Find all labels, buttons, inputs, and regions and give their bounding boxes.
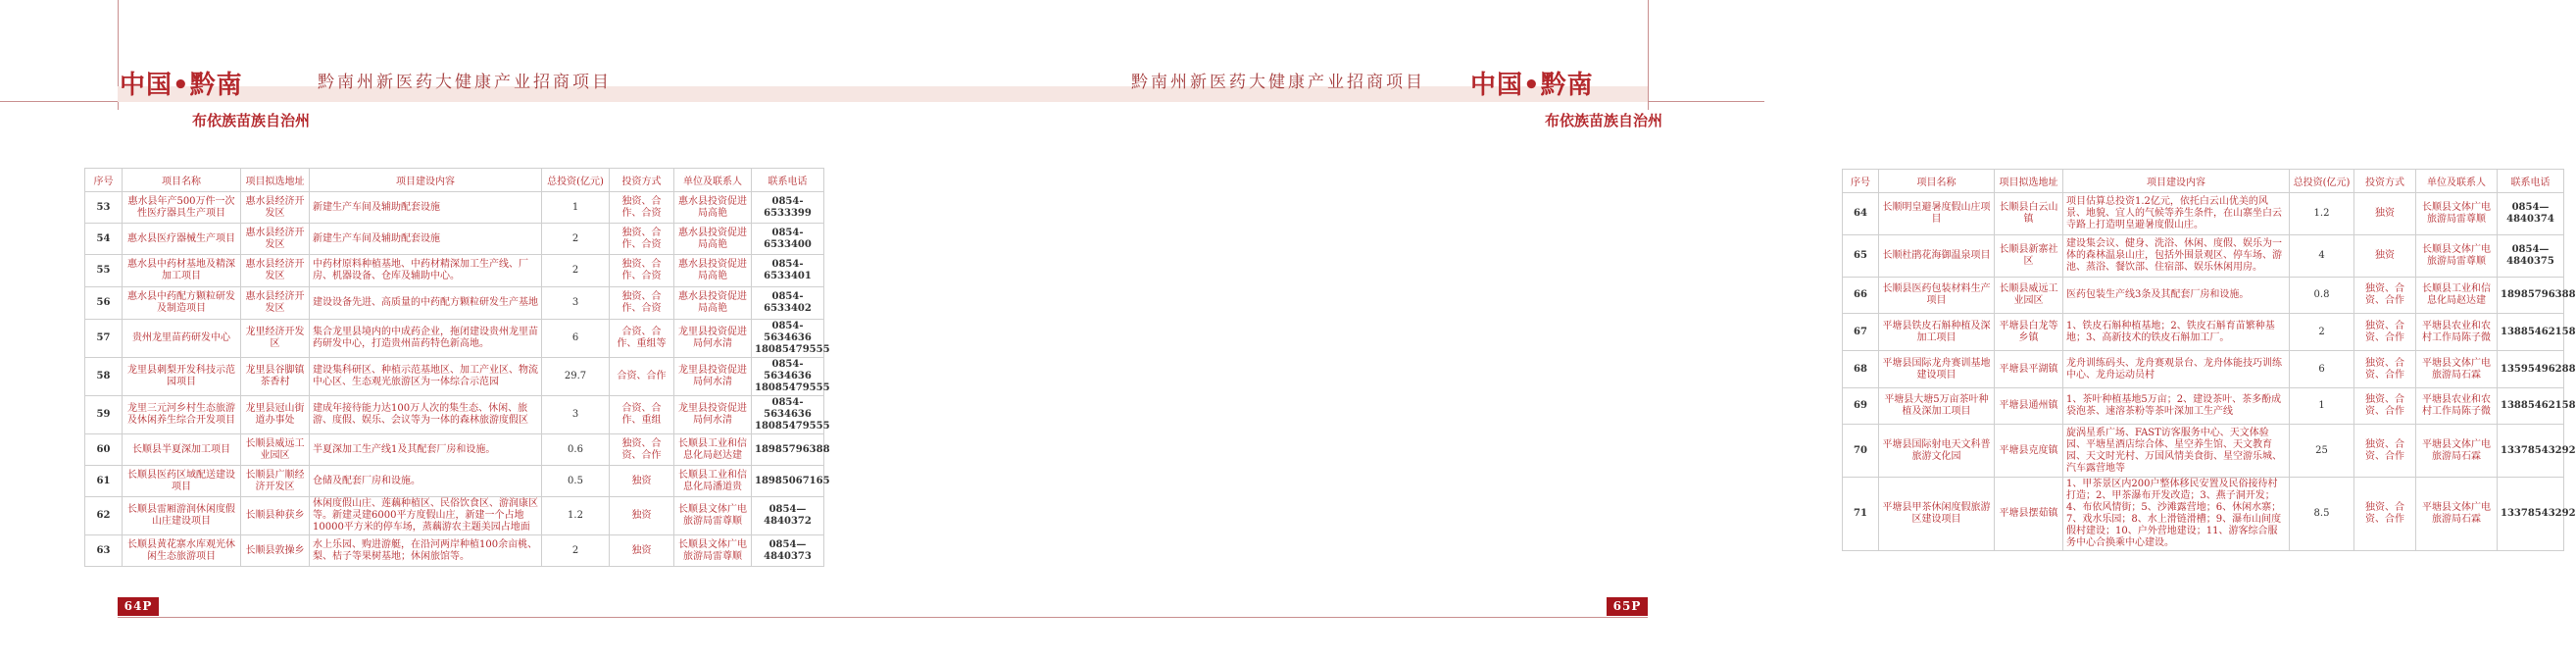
vertical-rule bbox=[1648, 0, 1649, 110]
contact-unit: 长顺县文体广电旅游局雷尊顺 bbox=[674, 497, 752, 535]
contact-phone: 13378543292 bbox=[2498, 425, 2564, 478]
contact-unit: 龙里县投资促进局何水清 bbox=[674, 358, 752, 396]
project-name: 长顺县医药区域配送建设项目 bbox=[123, 466, 241, 497]
column-header: 联系电话 bbox=[2498, 170, 2564, 193]
contact-unit: 龙里县投资促进局何水清 bbox=[674, 396, 752, 434]
project-name: 贵州龙里苗药研发中心 bbox=[123, 320, 241, 358]
row-number: 66 bbox=[1843, 278, 1879, 314]
table-row bbox=[1843, 478, 2564, 551]
table-row bbox=[85, 192, 824, 224]
project-site: 平塘县白龙等乡镇 bbox=[1995, 314, 2063, 351]
row-number: 60 bbox=[85, 434, 123, 466]
contact-unit: 平塘县文体广电旅游局石霖 bbox=[2416, 351, 2498, 388]
project-name: 长顺明皇避暑度假山庄项目 bbox=[1879, 193, 1995, 235]
investment-amount: 4 bbox=[2290, 235, 2354, 278]
investment-amount: 8.5 bbox=[2290, 478, 2354, 551]
contact-unit: 平塘县农业和农村工作局陈子微 bbox=[2416, 388, 2498, 425]
table-row bbox=[85, 255, 824, 287]
investment-method: 独资 bbox=[610, 535, 674, 567]
table-row bbox=[1843, 314, 2564, 351]
project-site: 平塘县克度镇 bbox=[1995, 425, 2063, 478]
header-title: 黔南州新医药大健康产业招商项目 bbox=[1131, 73, 1425, 92]
table-row bbox=[85, 287, 824, 320]
project-name: 平塘县国际射电天文科普旅游文化园 bbox=[1879, 425, 1995, 478]
project-site: 长顺县种获乡 bbox=[241, 497, 310, 535]
investment-amount: 3 bbox=[542, 287, 610, 320]
investment-amount: 2 bbox=[542, 224, 610, 255]
table-row bbox=[1843, 235, 2564, 278]
project-content: 建设设备先进、高质量的中药配方颗粒研发生产基地 bbox=[310, 287, 542, 320]
investment-method: 独资、合资、合作 bbox=[610, 434, 674, 466]
project-site: 平塘县摆茹镇 bbox=[1995, 478, 2063, 551]
row-number: 65 bbox=[1843, 235, 1879, 278]
investment-method: 独资、合资、合作 bbox=[2354, 278, 2416, 314]
investment-method: 独资 bbox=[610, 497, 674, 535]
table-row bbox=[85, 434, 824, 466]
column-header: 总投资(亿元) bbox=[542, 169, 610, 192]
contact-unit: 长顺县文体广电旅游局雷尊顺 bbox=[2416, 193, 2498, 235]
project-content: 新建生产车间及辅助配套设施 bbox=[310, 192, 542, 224]
project-name: 长顺县黄花寨水库观光休闲生态旅游项目 bbox=[123, 535, 241, 567]
row-number: 71 bbox=[1843, 478, 1879, 551]
contact-unit: 惠水县投资促进局高艳 bbox=[674, 192, 752, 224]
contact-unit: 龙里县投资促进局何水清 bbox=[674, 320, 752, 358]
contact-phone: 13378543292 bbox=[2498, 478, 2564, 551]
contact-phone: 18985796388 bbox=[2498, 278, 2564, 314]
contact-phone: 13885462158 bbox=[2498, 314, 2564, 351]
contact-phone: 0854—4840372 bbox=[752, 497, 824, 535]
column-header: 单位及联系人 bbox=[2416, 170, 2498, 193]
investment-amount: 0.6 bbox=[542, 434, 610, 466]
contact-unit: 惠水县投资促进局高艳 bbox=[674, 287, 752, 320]
investment-method: 独资、合作、合资 bbox=[610, 287, 674, 320]
project-name: 平塘县国际龙舟赛训基地建设项目 bbox=[1879, 351, 1995, 388]
investment-amount: 1 bbox=[542, 192, 610, 224]
contact-phone: 0854-6533400 bbox=[752, 224, 824, 255]
investment-amount: 29.7 bbox=[542, 358, 610, 396]
contact-unit: 平塘县文体广电旅游局石霖 bbox=[2416, 478, 2498, 551]
table-row bbox=[85, 320, 824, 358]
project-site: 龙里县冠山街道办事处 bbox=[241, 396, 310, 434]
project-site: 惠水县经济开发区 bbox=[241, 192, 310, 224]
project-content: 1、甲茶景区内200户整体移民安置及民俗接待村打造；2、甲茶瀑布开发改造；3、燕子洞开发；4、布依风情街；5、沙滩露营地；6、休闲水寨；7、戏水乐园；8、水上滑链滑槽；9、瀑布山间度假村建设；10、户外营地建设；11、游客综合服务中心合换乘中心建设。 bbox=[2063, 478, 2290, 551]
investment-method: 合资、合作 bbox=[610, 358, 674, 396]
investment-amount: 3 bbox=[542, 396, 610, 434]
table-row bbox=[1843, 278, 2564, 314]
row-number: 55 bbox=[85, 255, 123, 287]
investment-amount: 0.5 bbox=[542, 466, 610, 497]
project-site: 惠水县经济开发区 bbox=[241, 255, 310, 287]
contact-phone: 0854-5634636 18085479555 bbox=[752, 320, 824, 358]
row-number: 69 bbox=[1843, 388, 1879, 425]
investment-amount: 1 bbox=[2290, 388, 2354, 425]
contact-phone: 0854-6533401 bbox=[752, 255, 824, 287]
investment-method: 独资、合作、合资 bbox=[610, 255, 674, 287]
region-label: 布依族苗族自治州 bbox=[1545, 112, 1663, 129]
row-number: 56 bbox=[85, 287, 123, 320]
project-content: 半夏深加工生产线1及其配套厂房和设施。 bbox=[310, 434, 542, 466]
project-content: 水上乐园、购进游艇，在沿河两岸种植100余亩桃、梨、桔子等果树基地；休闲旅馆等。 bbox=[310, 535, 542, 567]
project-name: 平塘县大塘5万亩茶叶种植及深加工项目 bbox=[1879, 388, 1995, 425]
project-table bbox=[1842, 169, 2576, 551]
contact-phone: 0854—4840374 bbox=[2498, 193, 2564, 235]
brand-logo: 中国•黔南 bbox=[1470, 71, 1594, 100]
project-table bbox=[84, 168, 830, 567]
table-header-row bbox=[85, 169, 824, 192]
contact-phone: 0854-5634636 18085479555 bbox=[752, 358, 824, 396]
project-name: 长顺县半夏深加工项目 bbox=[123, 434, 241, 466]
row-number: 70 bbox=[1843, 425, 1879, 478]
project-name: 平塘县铁皮石斛种植及深加工项目 bbox=[1879, 314, 1995, 351]
column-header: 总投资(亿元) bbox=[2290, 170, 2354, 193]
investment-method: 独资、合作、合资 bbox=[610, 224, 674, 255]
project-content: 龙舟训练码头、龙舟赛观景台、龙舟体能技巧训练中心、龙舟运动员村 bbox=[2063, 351, 2290, 388]
table-row bbox=[1843, 193, 2564, 235]
investment-amount: 25 bbox=[2290, 425, 2354, 478]
project-site: 长顺县威远工业园区 bbox=[241, 434, 310, 466]
contact-phone: 0854—4840373 bbox=[752, 535, 824, 567]
column-header: 项目拟选地址 bbox=[241, 169, 310, 192]
investment-method: 独资、合资、合作 bbox=[2354, 388, 2416, 425]
contact-unit: 平塘县文体广电旅游局石霖 bbox=[2416, 425, 2498, 478]
column-header: 项目建设内容 bbox=[310, 169, 542, 192]
footer-rule bbox=[118, 617, 882, 618]
row-number: 62 bbox=[85, 497, 123, 535]
investment-method: 独资、合作、合资 bbox=[610, 192, 674, 224]
table-body bbox=[1843, 193, 2576, 551]
header-title: 黔南州新医药大健康产业招商项目 bbox=[318, 73, 612, 92]
column-header: 投资方式 bbox=[2354, 170, 2416, 193]
table-row bbox=[85, 358, 824, 396]
project-content: 中药材原料种植基地、中药材精深加工生产线、厂房、机器设备、仓库及辅助中心。 bbox=[310, 255, 542, 287]
column-header: 项目名称 bbox=[1879, 170, 1995, 193]
project-content: 建设集会议、健身、洗浴、休闲、度假、娱乐为一体的森林温泉山庄，包括外围景观区、停车场、游池、蒸浴、餐饮部、住宿部、娱乐休闲用房。 bbox=[2063, 235, 2290, 278]
contact-phone: 13595496288 bbox=[2498, 351, 2564, 388]
project-content: 1、茶叶种植基地5万亩；2、建设茶叶、茶多酚成袋泡茶、速溶茶粉等茶叶深加工生产线 bbox=[2063, 388, 2290, 425]
contact-unit: 长顺县工业和信息化局潘道贵 bbox=[674, 466, 752, 497]
project-site: 长顺县广顺经济开发区 bbox=[241, 466, 310, 497]
column-header: 单位及联系人 bbox=[674, 169, 752, 192]
investment-amount: 2 bbox=[542, 535, 610, 567]
project-content: 项目估算总投资1.2亿元，依托白云山优美的风景、地貌、宜人的气候等养生条件，在山寨坐白云寺路上打造明皇避暑度假山庄。 bbox=[2063, 193, 2290, 235]
contact-phone: 18985067165 bbox=[752, 466, 824, 497]
row-number: 54 bbox=[85, 224, 123, 255]
project-name: 龙里三元河乡村生态旅游及休闲养生综合开发项目 bbox=[123, 396, 241, 434]
table-body bbox=[85, 192, 830, 567]
project-name: 惠水县医疗器械生产项目 bbox=[123, 224, 241, 255]
project-content: 医药包装生产线3条及其配套厂房和设施。 bbox=[2063, 278, 2290, 314]
contact-phone: 18985796388 bbox=[752, 434, 824, 466]
region-label: 布依族苗族自治州 bbox=[192, 112, 311, 129]
table-row bbox=[85, 535, 824, 567]
project-site: 长顺县白云山镇 bbox=[1995, 193, 2063, 235]
contact-unit: 平塘县农业和农村工作局陈子微 bbox=[2416, 314, 2498, 351]
project-name: 惠水县中药材基地及精深加工项目 bbox=[123, 255, 241, 287]
table-row bbox=[85, 497, 824, 535]
project-content: 仓储及配套厂房和设施。 bbox=[310, 466, 542, 497]
project-content: 新建生产车间及辅助配套设施 bbox=[310, 224, 542, 255]
column-header: 序号 bbox=[85, 169, 123, 192]
project-name: 惠水县中药配方颗粒研发及制造项目 bbox=[123, 287, 241, 320]
investment-method: 独资 bbox=[2354, 193, 2416, 235]
contact-unit: 长顺县文体广电旅游局雷尊顺 bbox=[2416, 235, 2498, 278]
column-header: 项目建设内容 bbox=[2063, 170, 2290, 193]
investment-amount: 6 bbox=[542, 320, 610, 358]
investment-amount: 1.2 bbox=[2290, 193, 2354, 235]
project-content: 集合龙里县境内的中成药企业，拖闭建设贵州龙里苗药研发中心，打造贵州苗药特色新高地。 bbox=[310, 320, 542, 358]
table-row bbox=[85, 224, 824, 255]
column-header: 项目拟选地址 bbox=[1995, 170, 2063, 193]
project-name: 惠水县年产500万件一次性医疗器具生产项目 bbox=[123, 192, 241, 224]
page-number: 65P bbox=[1607, 597, 1648, 616]
investment-amount: 1.2 bbox=[542, 497, 610, 535]
project-site: 长顺县敦操乡 bbox=[241, 535, 310, 567]
project-name: 长顺县医药包装材料生产项目 bbox=[1879, 278, 1995, 314]
project-site: 龙里经济开发区 bbox=[241, 320, 310, 358]
project-content: 1、铁皮石斛种植基地；2、铁皮石斛育苗繁种基地；3、高新技术的铁皮石斛加工厂。 bbox=[2063, 314, 2290, 351]
investment-method: 独资 bbox=[2354, 235, 2416, 278]
project-name: 长顺县雷厢游润休闲度假山庄建设项目 bbox=[123, 497, 241, 535]
contact-phone: 0854-5634636 18085479555 bbox=[752, 396, 824, 434]
investment-amount: 2 bbox=[542, 255, 610, 287]
brand-logo: 中国•黔南 bbox=[120, 71, 243, 100]
project-site: 长顺县新寨社区 bbox=[1995, 235, 2063, 278]
project-content: 建设集科研区、种植示范基地区、加工产业区、物流中心区、生态观光旅游区为一体综合示范园 bbox=[310, 358, 542, 396]
investment-method: 独资、合资、合作 bbox=[2354, 351, 2416, 388]
investment-method: 独资、合资、合作 bbox=[2354, 425, 2416, 478]
project-site: 平塘县通州镇 bbox=[1995, 388, 2063, 425]
page-number: 64P bbox=[118, 597, 159, 616]
project-content: 休闲度假山庄、莲藕种植区、民俗饮食区、游润康区等。新建灵建6000平方度假山庄，新建一个占地10000平方米的停车场，蒸藕游农主题美园占地面 bbox=[310, 497, 542, 535]
row-number: 64 bbox=[1843, 193, 1879, 235]
row-number: 57 bbox=[85, 320, 123, 358]
investment-method: 独资、合资、合作 bbox=[2354, 314, 2416, 351]
project-name: 长顺杜鹃花海御温泉项目 bbox=[1879, 235, 1995, 278]
project-site: 平塘县平湖镇 bbox=[1995, 351, 2063, 388]
row-number: 53 bbox=[85, 192, 123, 224]
project-name: 龙里县刺梨开发科技示范园项目 bbox=[123, 358, 241, 396]
project-content: 建成年接待能力达100万人次的集生态、休闲、旅游、度假、娱乐、会议等为一体的森林旅游度假区 bbox=[310, 396, 542, 434]
right-page bbox=[882, 0, 2576, 661]
table-row bbox=[85, 466, 824, 497]
contact-phone: 13885462158 bbox=[2498, 388, 2564, 425]
investment-method: 独资、合资、合作 bbox=[2354, 478, 2416, 551]
contact-phone: 0854—4840375 bbox=[2498, 235, 2564, 278]
table-row bbox=[1843, 425, 2564, 478]
contact-unit: 惠水县投资促进局高艳 bbox=[674, 255, 752, 287]
row-number: 61 bbox=[85, 466, 123, 497]
investment-amount: 6 bbox=[2290, 351, 2354, 388]
contact-unit: 惠水县投资促进局高艳 bbox=[674, 224, 752, 255]
row-number: 68 bbox=[1843, 351, 1879, 388]
row-number: 67 bbox=[1843, 314, 1879, 351]
column-header: 序号 bbox=[1843, 170, 1879, 193]
investment-amount: 2 bbox=[2290, 314, 2354, 351]
contact-unit: 长顺县文体广电旅游局雷尊顺 bbox=[674, 535, 752, 567]
column-header: 联系电话 bbox=[752, 169, 824, 192]
table-row bbox=[85, 396, 824, 434]
table-header-row bbox=[1843, 170, 2564, 193]
table-row bbox=[1843, 351, 2564, 388]
row-number: 59 bbox=[85, 396, 123, 434]
row-number: 63 bbox=[85, 535, 123, 567]
investment-amount: 0.8 bbox=[2290, 278, 2354, 314]
left-page bbox=[0, 0, 882, 661]
column-header: 投资方式 bbox=[610, 169, 674, 192]
investment-method: 独资 bbox=[610, 466, 674, 497]
investment-method: 合资、合作、重组等 bbox=[610, 320, 674, 358]
footer-rule bbox=[882, 617, 1648, 618]
contact-phone: 0854-6533399 bbox=[752, 192, 824, 224]
project-name: 平塘县甲茶休闲度假旅游区建设项目 bbox=[1879, 478, 1995, 551]
row-number: 58 bbox=[85, 358, 123, 396]
contact-unit: 长顺县工业和信息化局赵达建 bbox=[2416, 278, 2498, 314]
contact-unit: 长顺县工业和信息化局赵达建 bbox=[674, 434, 752, 466]
project-site: 惠水县经济开发区 bbox=[241, 287, 310, 320]
project-site: 长顺县威远工业园区 bbox=[1995, 278, 2063, 314]
project-site: 惠水县经济开发区 bbox=[241, 224, 310, 255]
contact-phone: 0854-6533402 bbox=[752, 287, 824, 320]
table-row bbox=[1843, 388, 2564, 425]
column-header: 项目名称 bbox=[123, 169, 241, 192]
project-content: 旋涡星系广场、FAST访客服务中心、天文体验园、平塘星酒店综合体、星空养生馆、天文教育园、天文时光村、万国风情美食街、星空游乐城、汽车露营地等 bbox=[2063, 425, 2290, 478]
project-site: 龙里县谷脚镇茶香村 bbox=[241, 358, 310, 396]
investment-method: 合资、合作、重组 bbox=[610, 396, 674, 434]
